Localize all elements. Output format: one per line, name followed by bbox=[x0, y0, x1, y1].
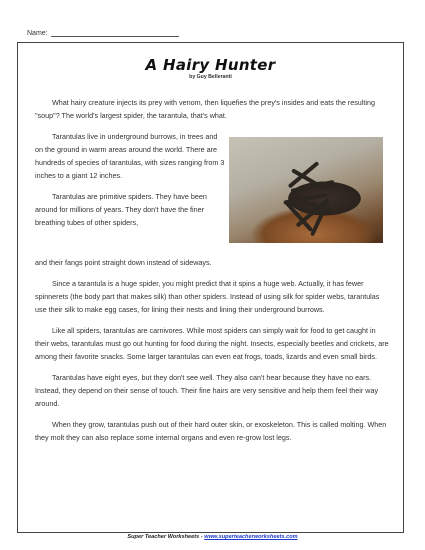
article-intro bbox=[35, 96, 390, 130]
footer-separator: - bbox=[199, 534, 205, 540]
footer-brand: Super Teacher Worksheets bbox=[127, 534, 200, 540]
article-byline: by Guy Belleranti bbox=[189, 74, 232, 80]
paragraph-4: Since a tarantula is a huge spider, you might predict that it spins a huge web. Actually, it has fewer spinnerets (the body part that makes silk) than other spiders. Instead of using silk for spider webs, tarantulas use their silk to make egg cases, for lining their nests and lining their underground burrows. bbox=[35, 279, 380, 314]
name-blank-line[interactable] bbox=[51, 29, 179, 37]
name-label: Name: bbox=[27, 30, 48, 37]
name-field bbox=[27, 29, 179, 37]
paragraph-3b: and their fangs point straight down instead of sideways. bbox=[35, 258, 212, 267]
paragraph-1: What hairy creature injects its prey with venom, then liquefies the prey's insides and eats the resulting "soup"? The world's largest spider, the tarantula, that's what. bbox=[35, 98, 375, 120]
paragraph-5: Like all spiders, tarantulas are carnivores. While most spiders can simply wait for food to get caught in their webs, tarantulas must go out hunting for food during the night. Insects, especially beetles and crickets, are among their favorite snacks. Some larger tarantulas can even eat frogs, toads, lizards and even small birds. bbox=[35, 326, 389, 361]
paragraph-6: Tarantulas have eight eyes, but they don't see well. They also can't hear because they have no ears. Instead, they depend on their sense of touch. Their fine hairs are very sensitive and help them feel their way around. bbox=[35, 373, 379, 408]
paragraph-3a: Tarantulas are primitive spiders. They have been around for millions of years. They don't have the finer breathing tubes of other spiders, bbox=[35, 192, 207, 227]
paragraph-2: Tarantulas live in underground burrows, in trees and on the ground in warm areas around the world. There are hundreds of species of tarantulas, with sizes ranging from 3 inches to a giant 12 inches. bbox=[35, 132, 225, 180]
article-title: A Hairy Hunter bbox=[145, 56, 276, 74]
footer-link[interactable]: www.superteacherworksheets.com bbox=[204, 534, 298, 540]
worksheet-frame bbox=[17, 42, 404, 533]
article-column-left bbox=[35, 130, 225, 229]
paragraph-7: When they grow, tarantulas push out of their hard outer skin, or exoskeleton. This is called molting. When they molt they can also replace some internal organs and even re-grow lost legs. bbox=[35, 420, 387, 442]
article-body bbox=[35, 256, 390, 452]
tarantula-photo bbox=[229, 137, 383, 243]
footer bbox=[0, 534, 425, 540]
